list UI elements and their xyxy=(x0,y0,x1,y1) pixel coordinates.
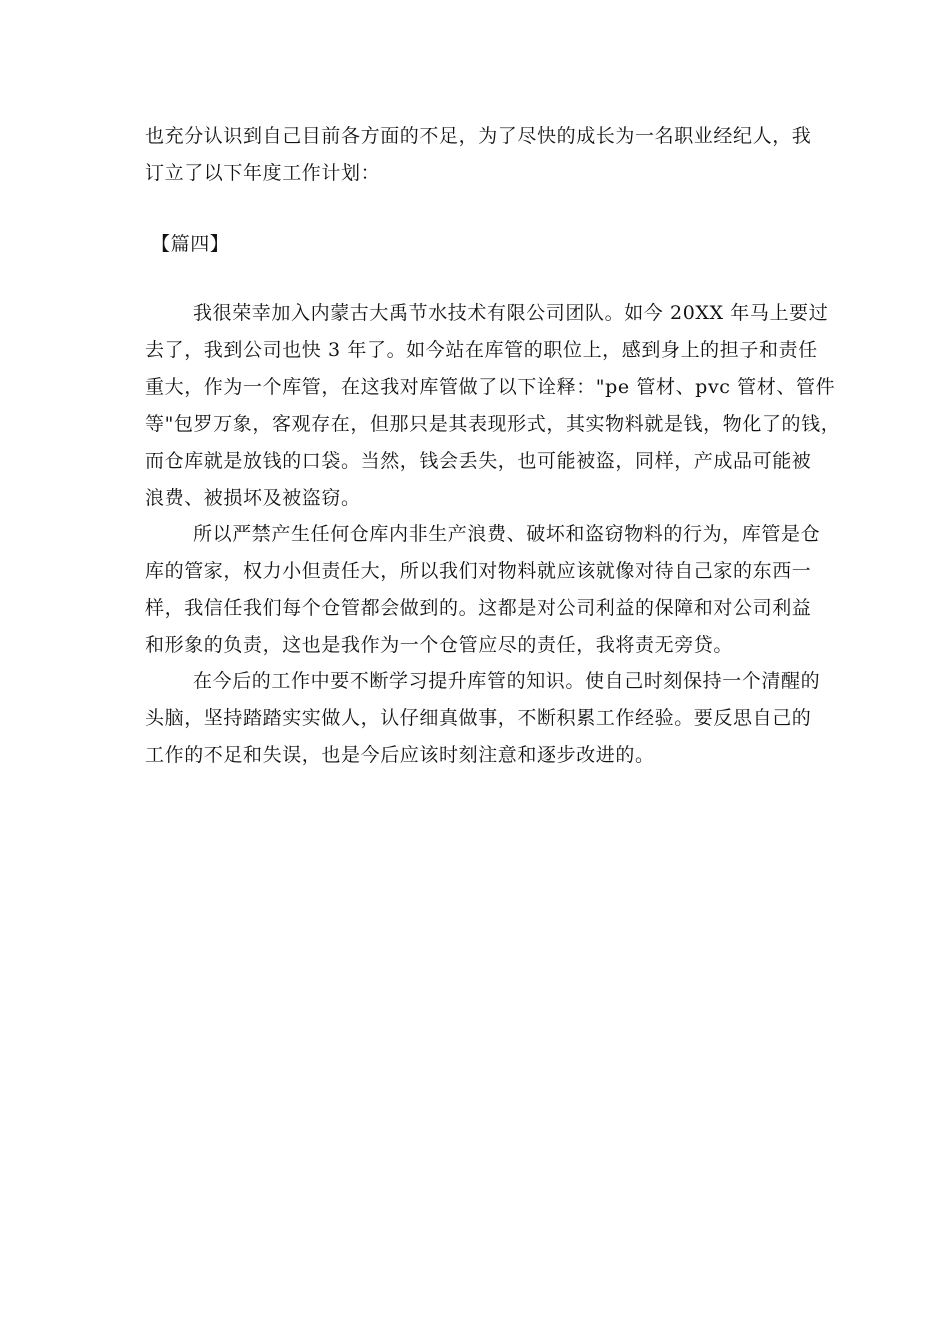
paragraph-3-line-1: 在今后的工作中要不断学习提升库管的知识。使自己时刻保持一个清醒的 xyxy=(193,670,821,692)
section-heading: 【篇四】 xyxy=(151,233,230,255)
intro-line-2: 订立了以下年度工作计划： xyxy=(145,162,381,184)
paragraph-3-line-3: 工作的不足和失误，也是今后应该时刻注意和逐步改进的。 xyxy=(145,744,655,766)
paragraph-2-line-1: 所以严禁产生任何仓库内非生产浪费、破坏和盗窃物料的行为，库管是仓 xyxy=(193,523,821,545)
intro-line-1: 也充分认识到自己目前各方面的不足，为了尽快的成长为一名职业经纪人，我 xyxy=(145,125,812,147)
paragraph-1-line-5: 而仓库就是放钱的口袋。当然，钱会丢失，也可能被盗，同样，产成品可能被 xyxy=(145,450,812,472)
paragraph-1-line-6: 浪费、被损坏及被盗窃。 xyxy=(145,487,361,509)
paragraph-1-line-2: 去了，我到公司也快 3 年了。如今站在库管的职位上，感到身上的担子和责任 xyxy=(145,339,818,361)
paragraph-3-line-2: 头脑，坚持踏踏实实做人，认仔细真做事，不断积累工作经验。要反思自己的 xyxy=(145,707,812,729)
paragraph-1-line-4: 等"包罗万象，客观存在，但那只是其表现形式，其实物料就是钱，物化了的钱， xyxy=(145,413,841,435)
paragraph-2-line-3: 样，我信任我们每个仓管都会做到的。这都是对公司利益的保障和对公司利益 xyxy=(145,597,812,619)
paragraph-2-line-2: 库的管家，权力小但责任大，所以我们对物料就应该就像对待自己家的东西一 xyxy=(145,560,812,582)
paragraph-1-line-1: 我很荣幸加入内蒙古大禹节水技术有限公司团队。如今 20XX 年马上要过 xyxy=(193,302,829,324)
paragraph-1-line-3: 重大，作为一个库管，在这我对库管做了以下诠释："pe 管材、pvc 管材、管件 xyxy=(145,376,836,398)
paragraph-2-line-4: 和形象的负责，这也是我作为一个仓管应尽的责任，我将责无旁贷。 xyxy=(145,634,734,656)
